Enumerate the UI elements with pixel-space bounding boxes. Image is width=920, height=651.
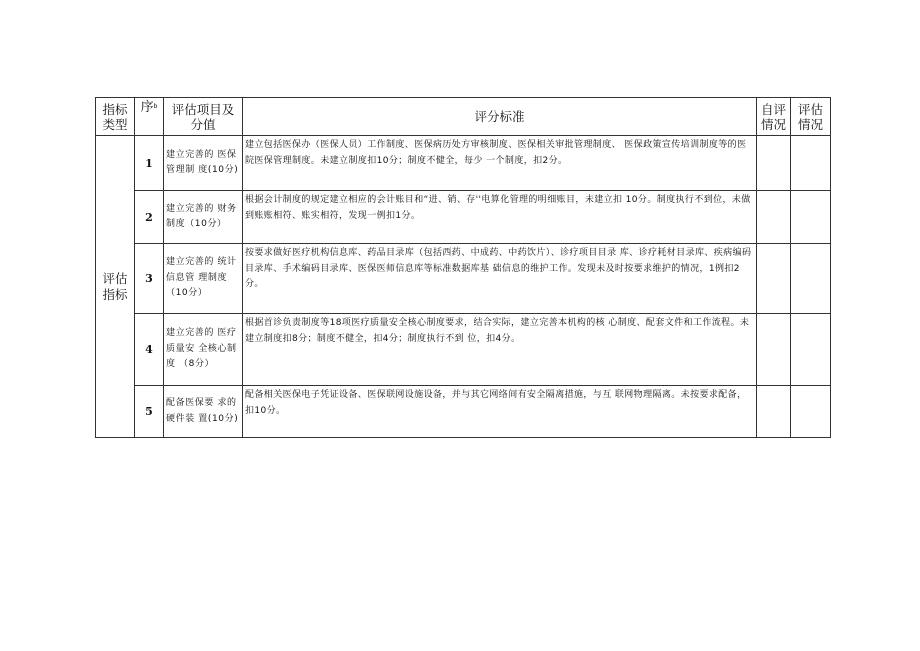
row-criteria: 建立包括医保办（医保人员）工作制度、医保病历处方审核制度、医保相关审批管理制度、 医保政策宣传培训制度等的医院医保管理制度。未建立制度扣10分；制度不健全，每少 一个制度，扣2分。 (243, 136, 757, 191)
row-number: 1 (135, 136, 164, 191)
row-item: 建立完善的 统计信息管 理制度（10分） (164, 244, 243, 314)
eval-cell[interactable] (791, 136, 831, 191)
table-row (96, 314, 831, 386)
header-eval: 评估 情况 (791, 98, 831, 136)
eval-cell[interactable] (791, 314, 831, 386)
row-criteria: 按要求做好医疗机构信息库、药品目录库（包括西药、中成药、中药饮片）、诊疗项目目录 库、诊疗耗材目录库、疾病编码目录库、手术编码目录库、医保医师信息库等标准数据库基 础信息的维护工作。发现未及时按要求维护的情况，1例扣2分。 (243, 244, 757, 314)
table-row (96, 386, 831, 438)
evaluation-table (95, 97, 831, 438)
header-self: 自评 情况 (757, 98, 791, 136)
header-item: 评估项目及 分值 (164, 98, 243, 136)
self-eval-cell[interactable] (757, 386, 791, 438)
row-item: 配备医保要 求的硬件装 置(10分) (164, 386, 243, 438)
header-seq: 序$^b$ (135, 98, 164, 136)
row-criteria: 根据会计制度的规定建立相应的会计账目和“进、销、存''电算化管理的明细账目，未建立扣 10分。制度执行不到位，未做到账账相符、账实相符，发现一例扣1分。 (243, 191, 757, 244)
row-number: 5 (135, 386, 164, 438)
self-eval-cell[interactable] (757, 244, 791, 314)
self-eval-cell[interactable] (757, 136, 791, 191)
table-row (96, 191, 831, 244)
self-eval-cell[interactable] (757, 314, 791, 386)
row-criteria: 根据首诊负责制度等18项医疗质量安全核心制度要求，结合实际，建立完善本机构的核 心制度、配套文件和工作流程。未建立制度扣8分；制度不健全，扣4分；制度执行不到 位，扣4分。 (243, 314, 757, 386)
row-number: 2 (135, 191, 164, 244)
self-eval-cell[interactable] (757, 191, 791, 244)
header-row (96, 98, 831, 136)
eval-cell[interactable] (791, 244, 831, 314)
row-item: 建立完善的 医疗质量安 全核心制度 （8分） (164, 314, 243, 386)
table-row (96, 244, 831, 314)
row-item: 建立完善的 财务制度（10分） (164, 191, 243, 244)
header-seq-mark: b (153, 103, 158, 110)
row-item: 建立完善的 医保管理制 度(10分) (164, 136, 243, 191)
eval-cell[interactable] (791, 191, 831, 244)
row-number: 4 (135, 314, 164, 386)
category-cell: 评估 指标 (96, 136, 135, 438)
row-criteria: 配备相关医保电子凭证设备、医保联网设施设备，并与其它网络间有安全隔离措施，与互 联网物理隔离。未按要求配备，扣10分。 (243, 386, 757, 438)
header-criteria: 评分标准 (243, 98, 757, 136)
header-type: 指标 类型 (96, 98, 135, 136)
eval-cell[interactable] (791, 386, 831, 438)
row-number: 3 (135, 244, 164, 314)
table-row (96, 136, 831, 191)
